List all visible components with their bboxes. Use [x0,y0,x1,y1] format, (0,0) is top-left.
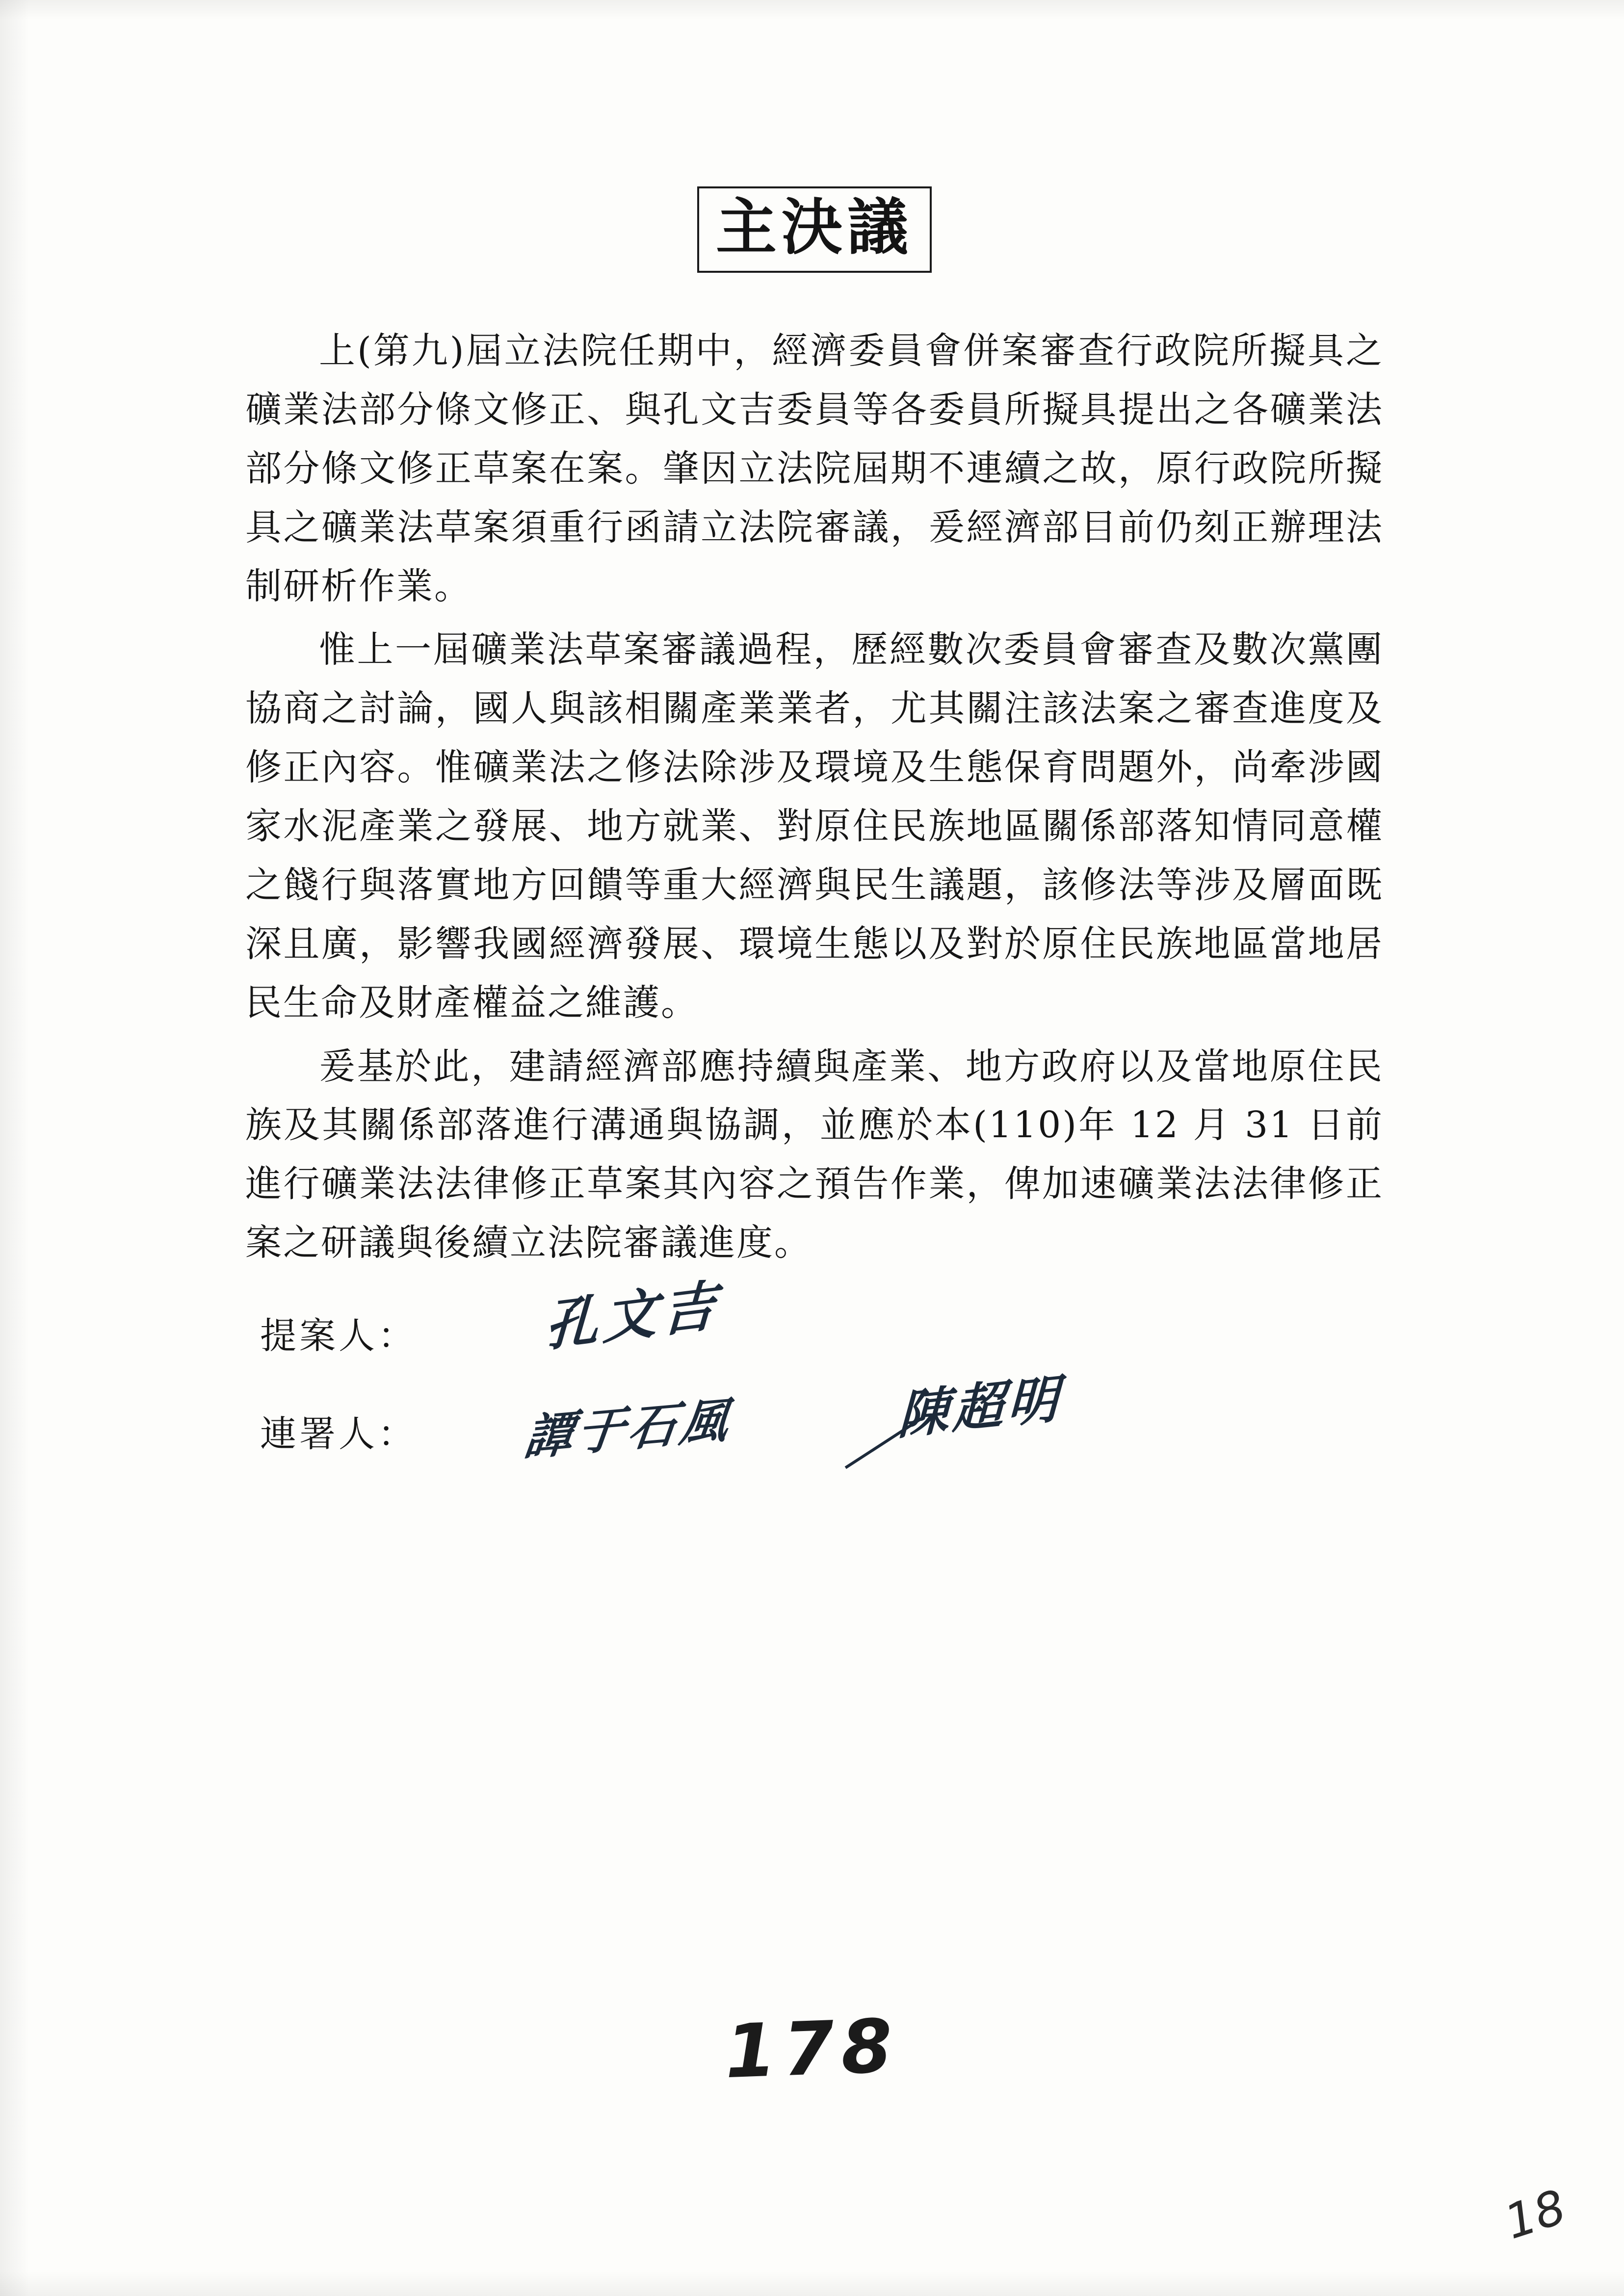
cosigner-signature-1: 譚于石風 [521,1391,736,1467]
document-title: 主決議 [697,186,932,273]
cosigner-row [245,1368,1384,1503]
paragraph-3: 爰基於此，建請經濟部應持續與產業、地方政府以及當地原住民族及其關係部落進行溝通與協調，並應於本(110)年 12 月 31 日前進行礦業法法律修正草案其內容之預告作業，俾加速礦業法法律修正案之研議與後續立法院審議進度。 [245,1045,1384,1264]
paragraph-1: 上(第九)屆立法院任期中，經濟委員會併案審查行政院所擬具之礦業法部分條文修正、與孔文吉委員等各委員所擬具提出之各礦業法部分條文修正草案在案。肇因立法院屆期不連續之故，原行政院所擬具之礦業法草案須重行函請立法院審議，爰經濟部目前仍刻正辦理法制研析作業。 [245,330,1384,607]
cosigner-signature-2: 陳超明 [897,1368,1063,1446]
title-container [245,186,1384,273]
proposer-row [245,1273,1384,1405]
document-content [245,186,1384,1518]
paragraph-2: 惟上一屆礦業法草案審議過程，歷經數次委員會審查及數次黨團協商之討論，國人與該相關產業業者，尤其關注該法案之審查進度及修正內容。惟礦業法之修法除涉及環境及生態保育問題外，尚牽涉國家水泥產業之發展、地方就業、對原住民族地區關係部落知情同意權之餞行與落實地方回饋等重大經濟與民生議題，該修法等涉及層面既深且廣，影響我國經濟發展、環境生態以及對於原住民族地區當地居民生命及財產權益之維護。 [245,628,1384,1024]
cosigner-label: 連署人： [260,1413,417,1455]
proposer-label: 提案人： [260,1315,417,1357]
signature-block [245,1273,1384,1518]
page-number: 178 [723,2003,901,2095]
scan-edge-shading-bottom [0,2271,1624,2296]
corner-handwritten-mark: 18 [1498,2179,1572,2250]
scan-edge-shading-top [0,0,1624,20]
scan-edge-shading-left [0,0,29,2296]
cosigner-separator: ／ [839,1396,929,1495]
proposer-signature: 孔文吉 [543,1273,722,1358]
